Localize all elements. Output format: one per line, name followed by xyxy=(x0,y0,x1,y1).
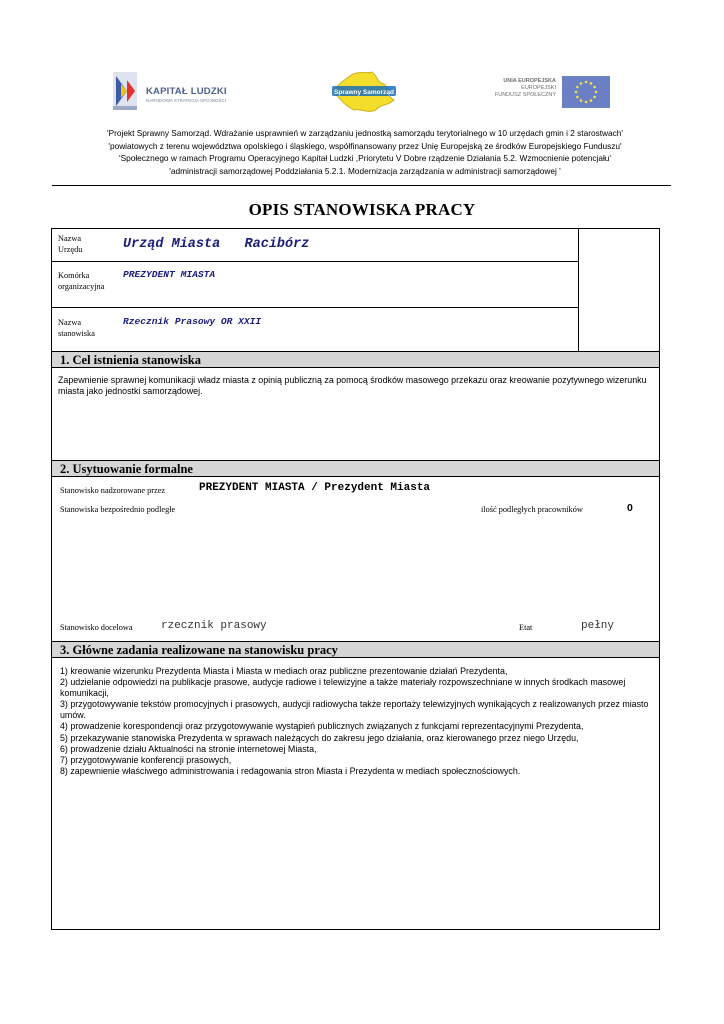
project-line: 'powiatowych z terenu województwa opolskiego i śląskiego, współfinansowany przez Unię Europejską ze środków Europejskiego Funduszu' xyxy=(108,140,622,151)
komorka-label-1: Komórka xyxy=(58,271,90,280)
etat-value: pełny xyxy=(581,620,615,632)
ue-line-1: UNIA EUROPEJSKA xyxy=(503,78,556,84)
kapital-ludzki-subtitle: NARODOWA STRATEGIA SPÓJNOŚCI xyxy=(146,98,227,103)
task-item: 6) prowadzenie działu Aktualności na stronie internetowej Miasta, xyxy=(60,743,317,754)
kapital-ludzki-title: KAPITAŁ LUDZKI xyxy=(146,86,227,97)
task-item: 7) przygotowywanie konferencji prasowych, xyxy=(60,754,232,765)
task-item: 1) kreowanie wizerunku Prezydenta Miasta i Miasta w mediach oraz publiczne prezentowanie działań Prezydenta, xyxy=(60,666,508,676)
ilosc-label: ilość podległych pracowników xyxy=(481,505,583,514)
nadzorowane-value: PREZYDENT MIASTA / Prezydent Miasta xyxy=(199,482,431,494)
stanowisko-label-2: stanowiska xyxy=(58,329,95,338)
ilosc-value: 0 xyxy=(627,502,633,514)
document-title: OPIS STANOWISKA PRACY xyxy=(248,200,476,219)
task-item: 8) zapewnienie właściwego administrowania i redagowania stron Miasta i Prezydenta w mediach społecznościowych. xyxy=(60,765,521,776)
unia-europejska-logo xyxy=(488,76,610,116)
ue-line-2: EUROPEJSKI xyxy=(521,85,556,91)
section-1-text: Zapewnienie sprawnej komunikacji władz miasta z opinią publiczną za pomocą środków masowego przekazu oraz kreowanie pozytywnego wizerunku miasta jako jednostki samorządowej. xyxy=(58,375,647,397)
komorka-label-2: organizacyjna xyxy=(58,282,105,291)
project-description xyxy=(60,127,670,177)
urzad-label-2: Urzędu xyxy=(58,245,83,254)
stanowisko-label-1: Nazwa xyxy=(58,318,82,327)
kapital-ludzki-logo xyxy=(113,72,233,112)
urzad-label-1: Nazwa xyxy=(58,234,82,243)
etat-label: Etat xyxy=(519,623,533,632)
job-description-form xyxy=(51,228,660,930)
section-2-heading: 2. Usytuowanie formalne xyxy=(52,460,659,477)
stanowisko-value: Rzecznik Prasowy OR XXII xyxy=(123,316,262,327)
ue-line-3: FUNDUSZ SPOŁECZNY xyxy=(494,92,556,98)
kapital-ludzki-emblem-icon xyxy=(113,72,137,110)
urzad-value: Urząd Miasta Racibórz xyxy=(123,237,310,252)
tasks-list xyxy=(60,666,655,777)
eu-flag-icon xyxy=(562,76,610,108)
docelowe-label: Stanowisko docelowa xyxy=(60,623,133,632)
task-item: 5) przekazywanie stanowiska Prezydenta w sprawach należących do zakresu jego działania, oraz kierowanego przez niego Urzędu, xyxy=(60,732,579,743)
section-3-heading: 3. Główne zadania realizowane na stanowisku pracy xyxy=(52,641,659,658)
docelowe-value: rzecznik prasowy xyxy=(161,620,267,632)
section-1-heading: 1. Cel istnienia stanowiska xyxy=(52,351,659,368)
task-item: 3) przygotowywanie tekstów promocyjnych i prasowych, audycji radiowycha także reportaży telewizyjnych wynikających z realizowanych przez miasto umów. xyxy=(60,699,649,721)
ue-text xyxy=(495,78,556,99)
sprawny-samorzad-logo xyxy=(328,70,400,114)
sprawny-samorzad-map-icon xyxy=(328,70,400,114)
komorka-value: PREZYDENT MIASTA xyxy=(123,269,216,280)
header-logos xyxy=(0,68,724,118)
project-line: 'Społecznego w ramach Programu Operacyjnego Kapitał Ludzki ,Priorytetu V Dobre rządzenie Działania 5.2. Wzmocnienie potencjału' xyxy=(118,153,612,163)
task-item: 2) udzielanie odpowiedzi na publikacje prasowe, audycje radiowe i telewizyjne a także materiały rozpowszechniane w innych środkach masowej komunikacji, xyxy=(60,677,626,699)
row-divider xyxy=(52,261,578,262)
sprawny-samorzad-label: Sprawny Samorząd xyxy=(334,89,394,96)
header-divider xyxy=(52,185,671,186)
right-column-divider xyxy=(578,229,579,351)
row-divider xyxy=(52,307,578,308)
podlegle-label: Stanowiska bezpośrednio podległe xyxy=(60,505,176,514)
nadzorowane-label: Stanowisko nadzorowane przez xyxy=(60,486,166,495)
project-line: 'Projekt Sprawny Samorząd. Wdrażanie usprawnień w zarządzaniu jednostką samorządu terytorialnego w 10 urzędach gmin i 2 starostwach' xyxy=(107,128,623,138)
task-item: 4) prowadzenie korespondencji oraz przygotowywanie wystąpień publicznych związanych z funkcjami reprezentacyjnymi Prezydenta, xyxy=(60,721,584,732)
project-line: 'administracji samorządowej Poddziałania 5.2.1. Modernizacja zarządzania w administracji samorządowej ' xyxy=(169,165,561,176)
